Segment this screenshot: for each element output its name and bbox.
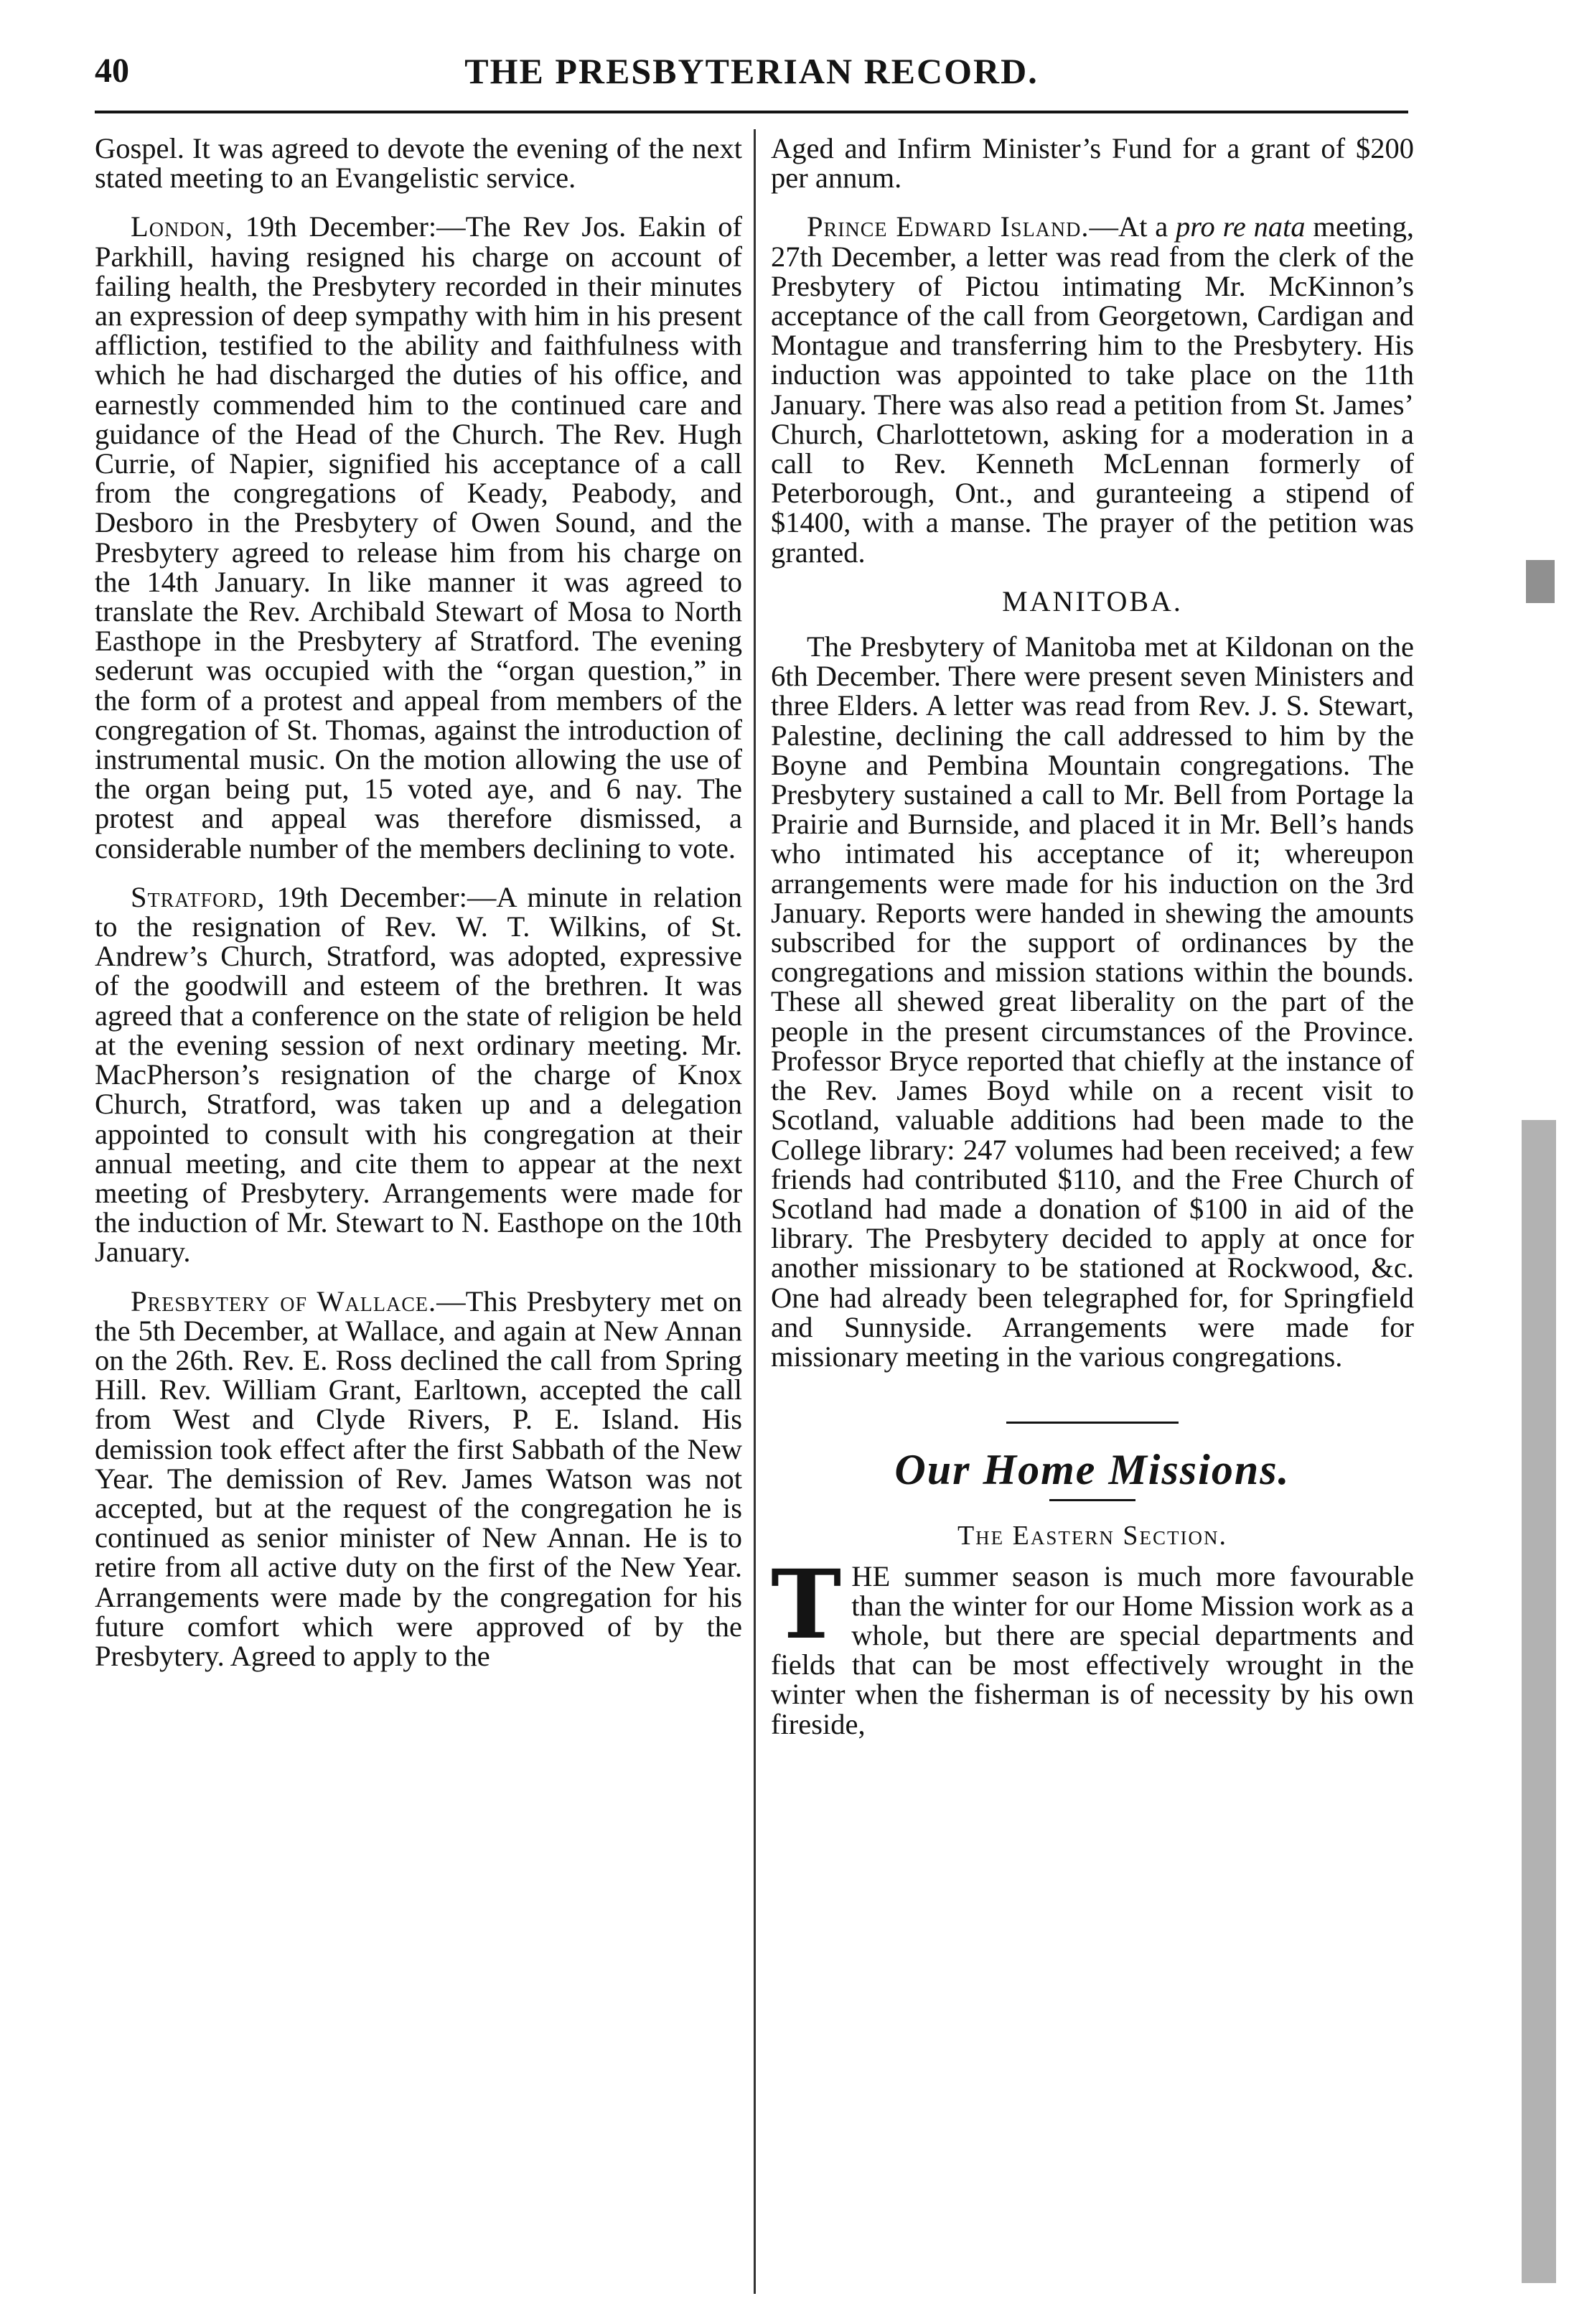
stratford-body: 19th December:—A minute in relation to the resignation of Rev. W. T. Wilkins, of St. Andrew’s Church, Stratford, was adopted, expressive of the goodwill and esteem of the brethren. It was agreed that a conference on the state of religion be held at the evening session of next ordinary meeting. Mr. MacPherson’s resignation of the charge of Knox Church, Stratford, was taken up and a delegation appointed to consult with his congregation at their annual meeting, and cite them to appear at the next meeting of Presbytery. Arrangements were made for the induction of Mr. Stewart to N. Easthope on the 10th January. — [95, 880, 742, 1269]
left-column — [95, 134, 742, 1690]
subsection-rule — [1049, 1499, 1135, 1501]
eastern-body: HE summer season is much more favourable than the winter for our Home Mission work as a whole, but there are special departments and fields that can be most effectively wrought in the winter when the fisherman is of necessity by his own fireside, — [771, 1559, 1414, 1740]
fund-paragraph: Aged and Infirm Minister’s Fund for a grant of $200 per annum. — [771, 132, 1414, 195]
pei-lead: Prince Edward Island. — [807, 210, 1090, 243]
column-divider — [754, 129, 756, 2294]
right-column — [771, 134, 1414, 1758]
scan-edge-shadow — [1522, 1120, 1556, 2283]
london-lead: London, — [131, 210, 233, 243]
pei-body-b: meeting, 27th December, a letter was read from the clerk of the Presbytery of Pictou intimating Mr. McKinnon’s acceptance of the call from Georgetown, Cardigan and Montague and transferring him to the Presbytery. His induction was appointed to take place on the 11th January. There was also read a petition from St. James’ Church, Charlottetown, asking for a moderation in a call to Rev. Kenneth McLennan formerly of Peterborough, Ont., and guranteeing a stipend of $1400, with a manse. The prayer of the petition was granted. — [771, 210, 1415, 569]
wallace-paragraph — [95, 1284, 742, 1672]
manitoba-heading: MANITOBA. — [1002, 584, 1183, 617]
pei-paragraph — [771, 210, 1415, 569]
eastern-paragraph — [771, 1549, 1414, 1740]
header-rule — [95, 111, 1408, 113]
eastern-section-heading: The Eastern Section. — [957, 1521, 1228, 1551]
missions-title: Our Home Missions. — [894, 1446, 1291, 1494]
wallace-lead: Presbytery of Wallace. — [131, 1284, 437, 1317]
london-paragraph — [95, 212, 742, 862]
stratford-lead: Stratford, — [131, 880, 266, 913]
stratford-paragraph — [95, 882, 742, 1267]
page-header — [95, 46, 1408, 96]
london-body: 19th December:—The Rev Jos. Eakin of Parkhill, having resigned his charge on account of failing health, the Presbytery recorded in their minutes an expression of deep sympathy with him in his present affliction, testified to the ability and faithfulness with which he had discharged the duties of his office, and earnestly commended him to the continued care and guidance of the Head of the Church. The Rev. Hugh Currie, of Napier, signified his acceptance of a call from the congregations of Keady, Peabody, and Desboro in the Presbytery of Owen Sound, and the Presbytery agreed to release him from his charge on the 14th January. In like manner it was agreed to translate the Rev. Archibald Stewart of Mosa to North Easthope in the Presbytery af Stratford. The evening sederunt was occupied with the “organ question,” in the form of a protest and appeal from members of the congregation of St. Thomas, against the introduction of instrumental music. On the motion allowing the use of the organ being put, 15 voted aye, and 6 nay. The protest and appeal was therefore dismissed, a considerable number of the members declining to vote. — [95, 210, 742, 864]
drop-cap: T — [771, 1549, 842, 1661]
gospel-paragraph: Gospel. It was agreed to devote the evening of the next stated meeting to an Evangelistic service. — [95, 132, 742, 195]
journal-title: THE PRESBYTERIAN RECORD. — [464, 51, 1039, 91]
wallace-body: —This Presbytery met on the 5th December, at Wallace, and again at New Annan on the 26th. Rev. E. Ross declined the call from Spring Hill. Rev. William Grant, Earltown, accepted the call from West and Clyde Rivers, P. E. Island. His demission took effect after the first Sabbath of the New Year. The demission of Rev. James Watson was not accepted, but at the request of the congregation he is continued as senior minister of New Annan. He is to retire from all active duty on the first of the New Year. Arrangements were made by the congregation for his future comfort which were approved of by the Presbytery. Agreed to apply to the — [95, 1284, 742, 1672]
pei-body-a: —At a — [1089, 210, 1176, 243]
scan-edge-mark — [1526, 560, 1555, 603]
manitoba-paragraph: The Presbytery of Manitoba met at Kildonan on the 6th December. There were present seven Ministers and three Elders. A letter was read from Rev. J. S. Stewart, Palestine, declining the call addressed to him by the Boyne and Pembina Mountain congregations. The Presbytery sustained a call to Mr. Bell from Portage la Prairie and Burnside, and placed it in Mr. Bell’s hands who intimated his acceptance of it; whereupon arrangements were made for his induction on the 3rd January. Reports were handed in shewing the amounts subscribed for the support of ordinances by the congregations and mission stations within the bounds. These all shewed great liberality on the part of the people in the present circumstances of the Province. Professor Bryce reported that chiefly at the instance of the Rev. James Boyd while on a recent visit to Scotland, valuable additions had been made to the College library: 247 volumes had been received; a few friends had contributed $110, and the Free Church of Scotland had made a donation of $100 in aid of the library. The Presbytery decided to apply at once for another missionary to be stationed at Rockwood, &c. One had already been telegraphed for, for Springfield and Sunnyside. Arrangements were made for missionary meeting in the various congregations. — [771, 630, 1414, 1373]
page-number: 40 — [95, 52, 129, 90]
pei-italic: pro re nata — [1176, 210, 1306, 243]
section-rule — [1006, 1422, 1179, 1424]
